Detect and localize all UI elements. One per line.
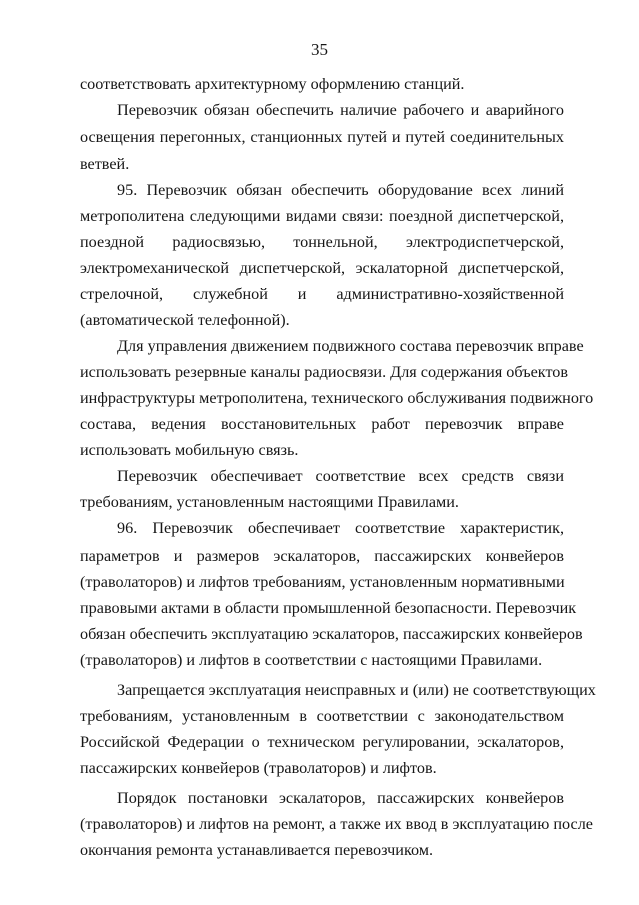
text-line: Запрещается эксплуатация неисправных и (или) не соответствующих [117,681,596,699]
text-line: использовать мобильную связь. [80,441,299,459]
text-line: Перевозчик обеспечивает соответствие всех средств связи [117,467,564,485]
text-line: состава, ведения восстановительных работ перевозчик вправе [80,415,564,433]
text-line: пассажирских конвейеров (траволаторов) и лифтов. [80,759,437,777]
text-line: требованиям, установленным в соответствии с законодательством [80,707,564,725]
text-line: 96. Перевозчик обеспечивает соответствие характеристик, [117,519,564,537]
text-line: Порядок постановки эскалаторов, пассажирских конвейеров [117,789,564,807]
text-line: соответствовать архитектурному оформлению станций. [80,75,465,93]
page-number: 35 [311,40,328,59]
text-line: освещения перегонных, станционных путей и путей соединительных [80,128,564,146]
text-line: 95. Перевозчик обязан обеспечить оборудование всех линий [117,181,564,199]
text-line: (траволаторов) и лифтов требованиям, установленным нормативными [80,573,565,591]
text-line: ветвей. [80,155,130,173]
text-line: инфраструктуры метрополитена, технического обслуживания подвижного [80,389,594,407]
text-line: параметров и размеров эскалаторов, пассажирских конвейеров [80,547,564,565]
text-line: метрополитена следующими видами связи: поездной диспетчерской, [80,207,564,225]
text-line: Для управления движением подвижного состава перевозчик вправе [117,337,584,355]
text-line: требованиям, установленным настоящими Правилами. [80,493,459,511]
text-line: электромеханической диспетчерской, эскалаторной диспетчерской, [80,259,564,277]
text-line: поездной радиосвязью, тоннельной, электродиспетчерской, [80,233,564,251]
text-line: (траволаторов) и лифтов на ремонт, а также их ввод в эксплуатацию после [80,815,593,833]
text-line: стрелочной, служебной и административно-хозяйственной [80,285,564,303]
text-line: (траволаторов) и лифтов в соответствии с настоящими Правилами. [80,651,543,669]
text-line: правовыми актами в области промышленной безопасности. Перевозчик [80,599,577,617]
text-line: Перевозчик обязан обеспечить наличие рабочего и аварийного [117,101,564,119]
text-line: Российской Федерации о техническом регулировании, эскалаторов, [80,733,564,751]
text-line: обязан обеспечить эксплуатацию эскалаторов, пассажирских конвейеров [80,625,583,643]
text-line: окончания ремонта устанавливается перевозчиком. [80,841,434,859]
text-line: (автоматической телефонной). [80,311,290,329]
text-line: использовать резервные каналы радиосвязи. Для содержания объектов [80,363,569,381]
